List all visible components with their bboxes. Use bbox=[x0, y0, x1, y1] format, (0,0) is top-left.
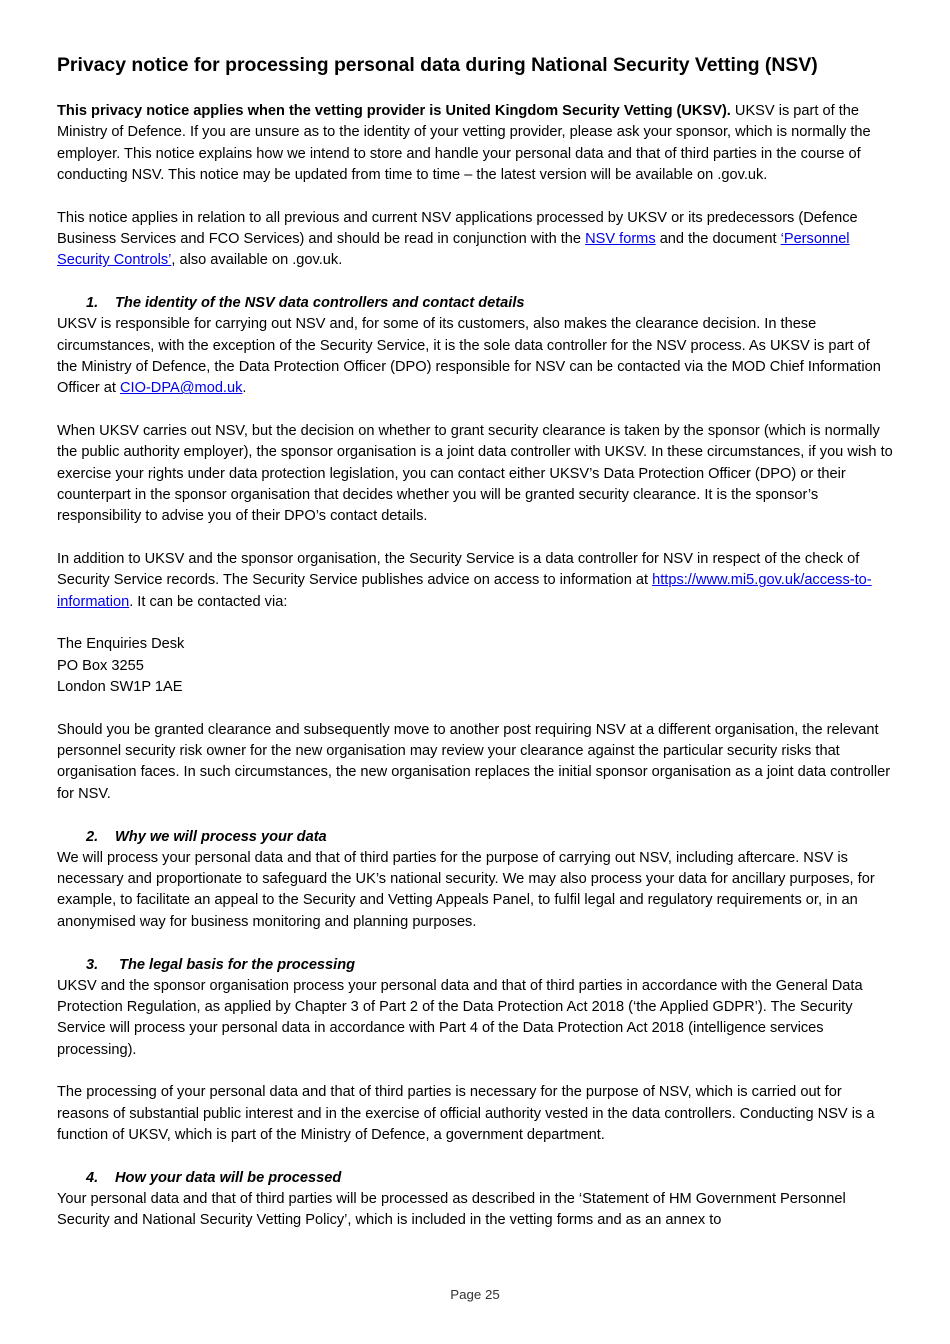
page-number: Page 25 bbox=[450, 1287, 500, 1302]
section-4-paragraph-1: Your personal data and that of third parties will be processed as described in the ‘Statement of HM Government Personnel Security and National Security Vetting Policy’, which is included in the vetting forms and as an annex to bbox=[57, 1191, 846, 1229]
document-page bbox=[57, 52, 893, 1232]
section-3-heading: 3. The legal basis for the processing bbox=[57, 955, 893, 976]
nsv-forms-link[interactable]: NSV forms bbox=[585, 230, 656, 247]
section-1-paragraph-2: When UKSV carries out NSV, but the decision on whether to grant security clearance is taken by the sponsor (which is normally the public authority employer), the sponsor organisation is a joint data controller with UKSV. In these circumstances, if you wish to exercise your rights under data protection legislation, you can contact either UKSV’s Data Protection Officer (DPO) or their counterpart in the sponsor organisation that decides whether you will be granted security clearance. It is the sponsor’s responsibility to advise you of their DPO’s contact details. bbox=[57, 423, 893, 525]
section-1-paragraph-3: In addition to UKSV and the sponsor organisation, the Security Service is a data controller for NSV in respect of the check of Security Service records. The Security Service publishes advice on access to information at https://www.mi5.gov.uk/access-to-information. It can be contacted via: bbox=[57, 551, 872, 610]
section-1-paragraph-1: UKSV is responsible for carrying out NSV and, for some of its customers, also makes the clearance decision. In these circumstances, with the exception of the Security Service, it is the sole data controller for the NSV process. As UKSV is part of the Ministry of Defence, the Data Protection Officer (DPO) responsible for NSV can be contacted via the MOD Chief Information Officer at CIO-DPA@mod.uk. bbox=[57, 316, 881, 397]
section-2-heading: 2. Why we will process your data bbox=[57, 827, 893, 848]
section-1-number: 1. bbox=[86, 295, 99, 312]
cio-dpa-email-link[interactable]: CIO-DPA@mod.uk bbox=[120, 380, 243, 397]
intro-paragraph bbox=[57, 101, 893, 186]
intro-text: UKSV is part of the Ministry of Defence. If you are unsure as to the identity of your vetting provider, please ask your sponsor, which is normally the employer. This notice explains how we intend to store and handle your personal data and that of third parties in the course of conducting NSV. This notice may be updated from time to time – the latest version will be available on .gov.uk. bbox=[57, 103, 871, 183]
address-line-2: PO Box 3255 bbox=[57, 657, 144, 674]
mi5-access-link[interactable]: https://www.mi5.gov.uk/access-to-information bbox=[57, 572, 872, 610]
section-3-number: 3. bbox=[86, 956, 99, 973]
applies-paragraph: This notice applies in relation to all previous and current NSV applications processed by UKSV or its predecessors (Defence Business Services and FCO Services) and should be read in conjunction with the NSV forms and the document ‘Personnel Security Controls’, also available on .gov.uk. bbox=[57, 209, 858, 269]
section-1-paragraph-4: Should you be granted clearance and subsequently move to another post requiring NSV at a different organisation, the relevant personnel security risk owner for the new organisation may review your clearance against the particular security risks that organisation faces. In such circumstances, the new organisation replaces the initial sponsor organisation as a joint data controller for NSV. bbox=[57, 721, 891, 802]
personnel-security-controls-link[interactable]: ‘Personnel Security Controls’ bbox=[57, 230, 850, 269]
section-1-heading: 1. The identity of the NSV data controllers and contact details bbox=[57, 293, 893, 314]
section-2-paragraph-1: We will process your personal data and that of third parties for the purpose of carrying out NSV, including aftercare. NSV is necessary and proportionate to safeguard the UK’s national security. We may also process your data for ancillary purposes, for example, to facilitate an appeal to the Security and Vetting Appeals Panel, to fulfil legal and regulatory requirements or, in an anonymised way for business monitoring and planning purposes. bbox=[57, 849, 875, 930]
section-2-number: 2. bbox=[86, 828, 99, 845]
section-4-heading: 4. How your data will be processed bbox=[57, 1168, 893, 1189]
address-line-3: London SW1P 1AE bbox=[57, 679, 183, 696]
address-line-1: The Enquiries Desk bbox=[57, 636, 185, 653]
page-title: Privacy notice for processing personal data during National Security Vetting (NSV) bbox=[57, 54, 818, 76]
section-3-paragraph-2: The processing of your personal data and that of third parties is necessary for the purpose of NSV, which is carried out for reasons of substantial public interest and in the exercise of official authority vested in the data controllers. Conducting NSV is a function of UKSV, which is part of the Ministry of Defence, a government department. bbox=[57, 1084, 875, 1144]
section-4-number: 4. bbox=[86, 1169, 99, 1186]
postal-address bbox=[57, 634, 893, 698]
section-3-paragraph-1: UKSV and the sponsor organisation process your personal data and that of third parties in accordance with the General Data Protection Regulation, as applied by Chapter 3 of Part 2 of the Data Protection Act 2018 (‘the Applied GDPR’). The Security Service will process your personal data in accordance with Part 4 of the Data Protection Act 2018 (intelligence services processing). bbox=[57, 977, 863, 1058]
intro-bold-lead: This privacy notice applies when the vetting provider is United Kingdom Security Vetting (UKSV). bbox=[57, 103, 731, 119]
